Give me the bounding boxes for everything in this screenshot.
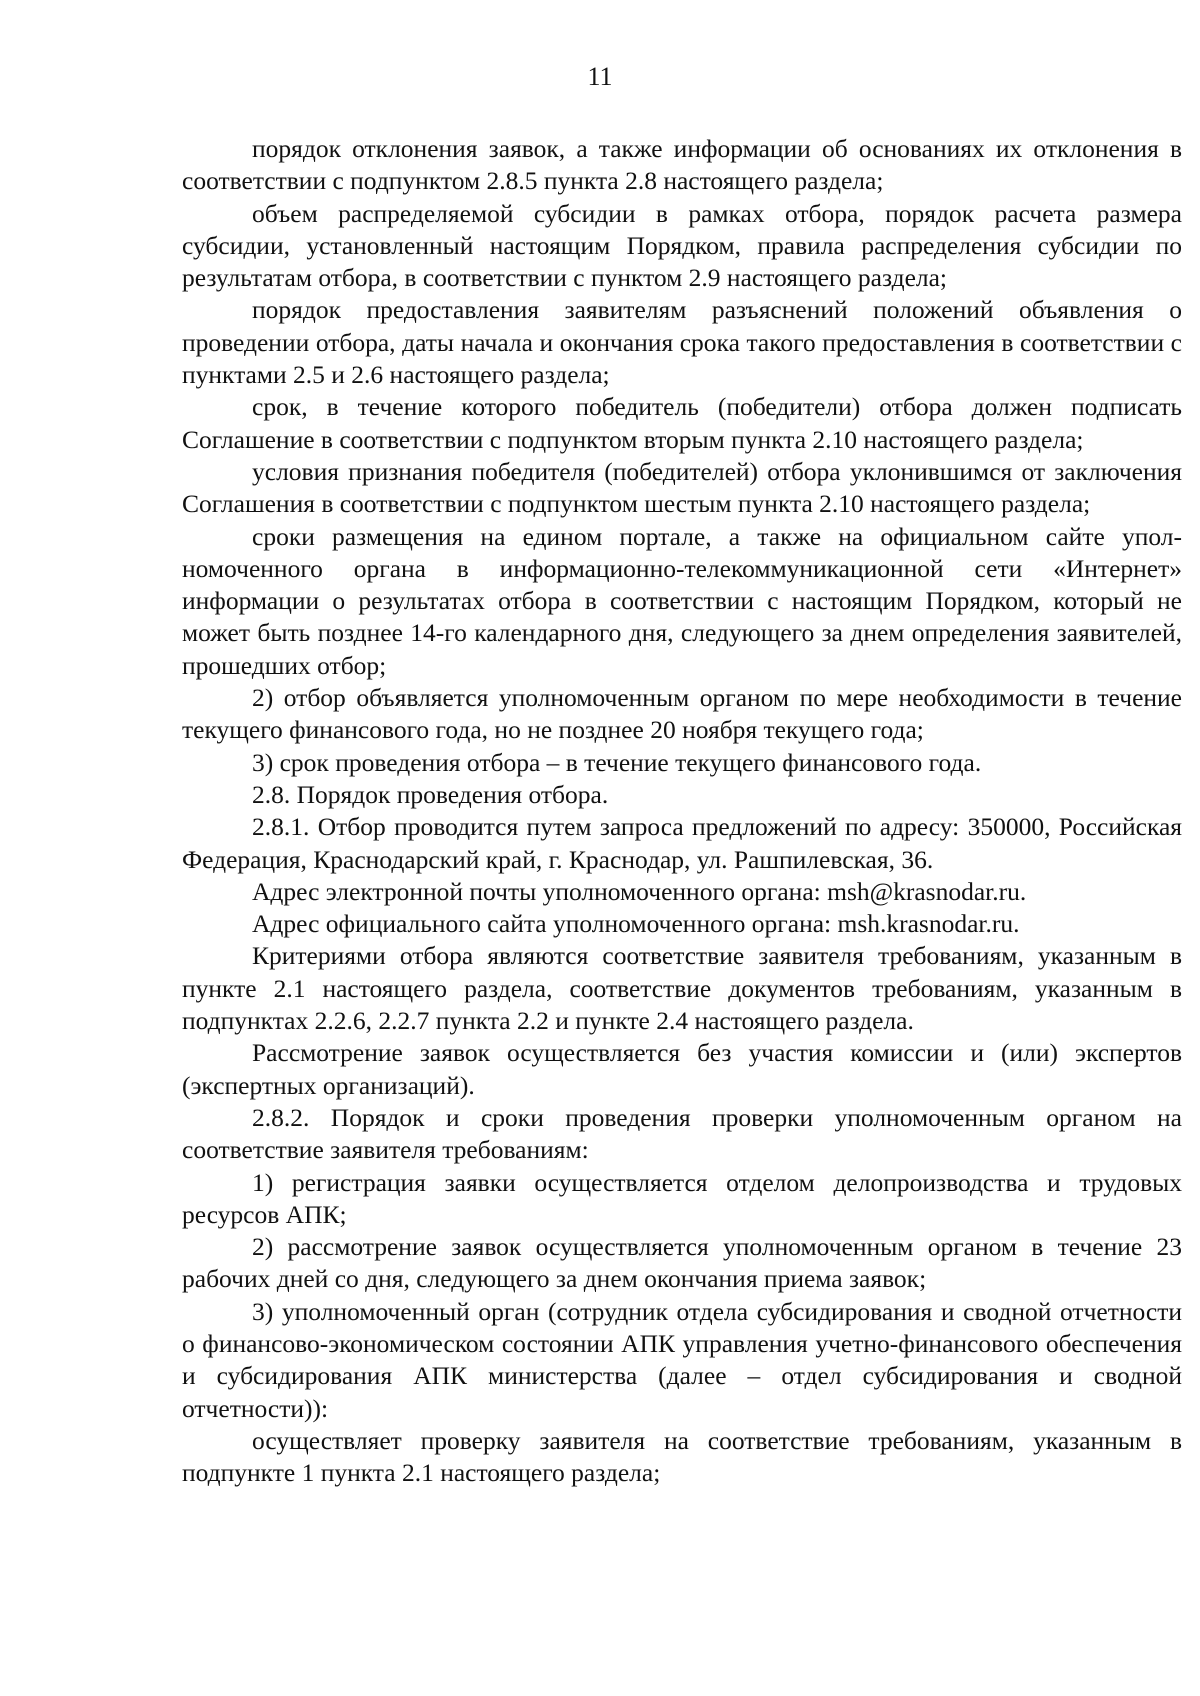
page-number: 11 [587,62,613,91]
paragraph: 3) срок проведения отбора – в течение текущего финансового года. [252,747,982,777]
paragraph: Адрес электронной почты уполномоченного органа: msh@krasnodar.ru. [252,876,1027,906]
paragraph: 2) рассмотрение заявок осуществляется уполномоченным органом в течение 23 рабочих дней со дня, следующего за днем окончания приема заявок; [182,1232,1182,1294]
paragraph: порядок отклонения заявок, а также информации об основаниях их отклонения в соответствии с подпунктом 2.8.5 пункта 2.8 настоящего раздела; [182,134,1182,196]
paragraph: срок, в течение которого победитель (победители) отбора должен подписать Соглашение в соответствии с подпунктом вторым пункта 2.10 настоящего раздела; [182,392,1182,454]
paragraph: 2.8.1. Отбор проводится путем запроса предложений по адресу: 350000, Российская Федерация, Краснодарский край, г. Краснодар, ул. Рашпилевская, 36. [182,812,1182,874]
paragraph: Адрес официального сайта уполномоченного органа: msh.krasnodar.ru. [252,909,1020,939]
paragraph: 2.8. Порядок проведения отбора. [252,779,609,809]
paragraph: объем распределяемой субсидии в рамках отбора, порядок расчета размера субсидии, установленный настоящим Порядком, правила распределения субсидии по результатам отбора, в соответствии с пунктом 2.9 настоящего раздела; [182,198,1182,293]
paragraph: 2.8.2. Порядок и сроки проведения проверки уполномоченным органом на соответствие заявителя требованиям: [182,1102,1182,1165]
paragraph: 1) регистрация заявки осуществляется отделом делопроизводства и трудовых ресурсов АПК; [182,1167,1182,1229]
paragraph: сроки размещения на едином портале, а также на официальном сайте уполномоченного органа в информационно-телекоммуникационной сети «Интернет» информации о результатах отбора в соответствии с настоящим Порядком, который не может быть позднее 14-го календарного дня, следующего за днем определения заявителей, прошедших отбор; [182,521,1182,680]
document-body [182,133,1182,1489]
paragraph: Рассмотрение заявок осуществляется без участия комиссии и (или) экспертов (экспертных организаций). [182,1038,1182,1100]
paragraph: Критериями отбора являются соответствие заявителя требованиям, указанным в пункте 2.1 настоящего раздела, соответствие документов требованиям, указанным в подпунктах 2.2.6, 2.2.7 пункта 2.2 и пункте 2.4 настоящего раздела. [182,941,1182,1036]
paragraph: порядок предоставления заявителям разъяснений положений объявления о проведении отбора, даты начала и окончания срока такого предоставления в соответствии с пунктами 2.5 и 2.6 настоящего раздела; [182,295,1182,390]
paragraph: осуществляет проверку заявителя на соответствие требованиям, указанным в подпункте 1 пункта 2.1 настоящего раздела; [182,1425,1182,1488]
paragraph: условия признания победителя (победителей) отбора уклонившимся от заключения Соглашения в соответствии с подпунктом шестым пункта 2.10 настоящего раздела; [182,456,1182,519]
paragraph: 2) отбор объявляется уполномоченным органом по мере необходимости в течение текущего финансового года, но не позднее 20 ноября текущего года; [182,683,1182,745]
paragraph: 3) уполномоченный орган (сотрудник отдела субсидирования и сводной отчетности о финансово-экономическом состоянии АПК управления учетно-финансового обеспечения и субсидирования АПК министерства (далее – отдел субсидирования и сводной отчетности)): [182,1296,1182,1423]
